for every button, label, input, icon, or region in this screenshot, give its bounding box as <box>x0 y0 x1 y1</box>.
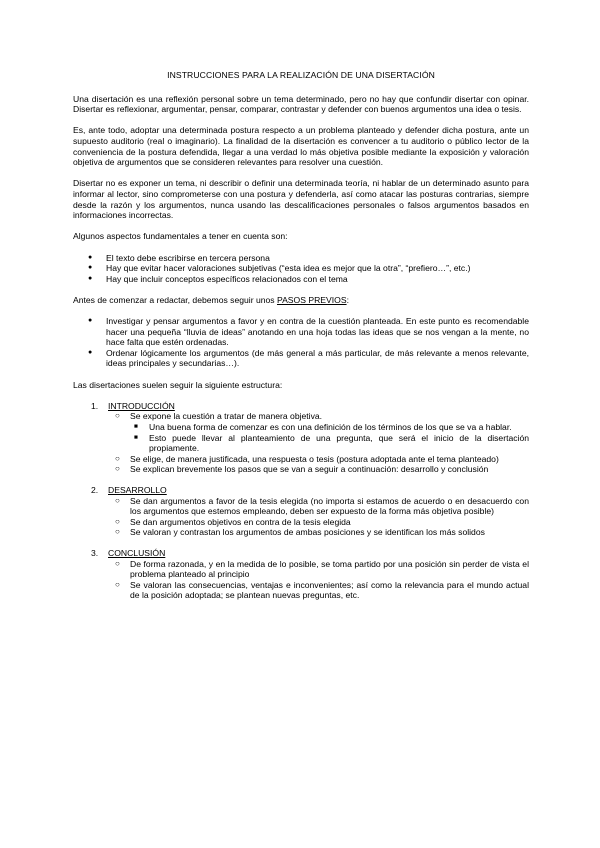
circle-bullet-icon: ○ <box>115 579 120 589</box>
list-item-text: Se dan argumentos objetivos en contra de la tesis elegida <box>130 516 351 527</box>
list-item <box>115 558 529 580</box>
circle-bullet-icon: ○ <box>115 453 120 463</box>
list-item <box>115 527 529 538</box>
list-item <box>115 411 529 454</box>
paragraph-structure-intro: Las disertaciones suelen seguir la siguiente estructura: <box>73 379 283 390</box>
circle-bullet-icon: ○ <box>115 558 120 568</box>
section-items <box>73 411 529 475</box>
circle-bullet-icon: ○ <box>115 495 120 505</box>
section-title: DESARROLLO <box>108 484 167 495</box>
aspects-list <box>73 253 529 285</box>
list-item-text: Se expone la cuestión a tratar de manera objetiva. <box>130 411 323 422</box>
list-item-text: Se elige, de manera justificada, una respuesta o tesis (postura adoptada ante el tema planteado) <box>130 453 499 464</box>
sub-list-item: ■ Una buena forma de comenzar es con una definición de los términos de los que se va a hablar. <box>149 422 529 433</box>
list-item <box>115 464 529 475</box>
list-item <box>115 579 529 601</box>
circle-bullet-icon: ○ <box>115 464 120 474</box>
list-item <box>115 516 529 528</box>
list-item <box>115 495 529 517</box>
section-heading <box>73 401 529 412</box>
section-desarrollo <box>73 485 529 538</box>
section-items <box>73 496 529 538</box>
section-title: INTRODUCCIÓN <box>108 400 175 411</box>
list-item: ● Ordenar lógicamente los argumentos (de más general a más particular, de más relevante a menos relevante, ideas principales y secundarias…). <box>106 348 529 369</box>
paragraph-purpose: Es, ante todo, adoptar una determinada postura respecto a un problema planteado y defender dicha postura, ante un supuesto auditorio (real o imaginario). La finalidad de la disertación es convencer a tu auditorio o público lector de la conveniencia de la postura defendida, llegar a una verdad lo más objetiva posible mediante la exposición y valoración objetiva de argumentos que se consideren relevantes para resolver una cuestión. <box>73 125 529 168</box>
pre-steps-heading: PASOS PREVIOS <box>276 294 347 305</box>
section-number: 1. <box>91 400 99 411</box>
section-title: CONCLUSIÓN <box>108 547 166 558</box>
section-introduccion <box>73 401 529 475</box>
paragraph-what-it-is-not: Disertar no es exponer un tema, ni describir o definir una determinada teoría, ni hablar de un determinado asunto para informar al lector, sino comprometerse con una postura y defenderla, así como atacar las posturas contrarias, siempre desde la razón y los argumentos, nunca usando las descalificaciones personales o falsos argumentos basados en informaciones incorrectas. <box>73 178 529 221</box>
section-heading <box>73 548 529 559</box>
section-number: 3. <box>91 547 99 558</box>
circle-bullet-icon: ○ <box>115 411 120 421</box>
list-item-text: De forma razonada, y en la medida de lo posible, se toma partido por una posición sin perder de vista el problema planteado al principio <box>130 558 529 580</box>
sub-list-item: ■ Esto puede llevar al planteamiento de una pregunta, que será el inicio de la disertación propiamente. <box>149 433 529 454</box>
section-items <box>73 559 529 601</box>
list-item-text: Se explican brevemente los pasos que se van a seguir a continuación: desarrollo y conclusión <box>130 464 489 475</box>
list-item: ● Hay que evitar hacer valoraciones subjetivas (“esta idea es mejor que la otra”, “prefiero…”, etc.) <box>106 263 529 274</box>
pre-steps-colon: : <box>346 294 349 305</box>
pre-steps-intro-text: Antes de comenzar a redactar, debemos seguir unos <box>73 294 277 305</box>
list-item: ● Investigar y pensar argumentos a favor y en contra de la cuestión planteada. En este punto es recomendable hacer una pequeña “lluvia de ideas” anotando en una hoja todas las ideas que se nos vengan a la mente, no hace falta que estén ordenadas. <box>106 316 529 348</box>
paragraph-aspects-intro: Algunos aspectos fundamentales a tener en cuenta son: <box>73 231 288 242</box>
paragraph-pre-steps-intro <box>73 295 529 306</box>
list-item: ● Hay que incluir conceptos específicos relacionados con el tema <box>106 274 529 285</box>
list-item-text: Se valoran las consecuencias, ventajas e inconvenientes; así como la relevancia para el mundo actual de la posición adoptada; se plantean nuevas preguntas, etc. <box>130 579 529 601</box>
document-title: INSTRUCCIONES PARA LA REALIZACIÓN DE UNA DISERTACIÓN <box>167 70 435 80</box>
pre-steps-list <box>73 316 529 369</box>
section-number: 2. <box>91 484 99 495</box>
list-item <box>115 453 529 465</box>
list-item-text: Se dan argumentos a favor de la tesis elegida (no importa si estamos de acuerdo o en desacuerdo con los argumentos que estemos empleando, deben ser expuesto de la forma más objetiva posible) <box>130 495 529 517</box>
section-conclusion <box>73 548 529 601</box>
list-item-text: Se valoran y contrastan los argumentos de ambas posiciones y se identifican los más solidos <box>130 527 485 538</box>
circle-bullet-icon: ○ <box>115 527 120 537</box>
circle-bullet-icon: ○ <box>115 516 120 526</box>
sub-items <box>130 422 529 454</box>
paragraph-definition: Una disertación es una reflexión personal sobre un tema determinado, pero no hay que confundir disertar con opinar. Disertar es reflexionar, argumentar, pensar, comparar, contrastar y defender con buenos argumentos una idea o tesis. <box>73 93 529 115</box>
section-heading <box>73 485 529 496</box>
list-item: ● El texto debe escribirse en tercera persona <box>106 253 529 264</box>
